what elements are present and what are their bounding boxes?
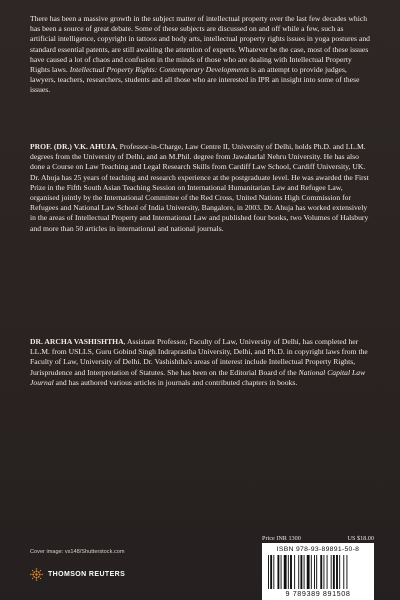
isbn-barcode (262, 543, 374, 600)
barcode-digits: 9 789389 891508 (285, 589, 351, 598)
author-name-vashishtha: DR. ARCHA VASHISHTHA (30, 337, 124, 346)
thomson-reuters-dot-logo-icon (30, 568, 43, 581)
intro-paragraph (30, 14, 370, 96)
publisher-name: THOMSON REUTERS (48, 570, 126, 578)
cover-image-credit: Cover image: vs148/Shutterstock.com (30, 549, 125, 555)
author-name-ahuja: PROF. (DR.) V.K. AHUJA (30, 142, 116, 151)
intro-text-part1: There has been a massive growth in the subject matter of intellectual property over the last few decades which has been a source of great debate. Some of these subjects are discussed on and off while a few, such as artificial intelligence, copyright in tattoos and body arts, intellectual property rights issues in yoga postures and standard essential patents, are still awaiting the attention of experts. Whatever be the case, most of these issues have caused a lot of chaos and confusion in the minds of those who are dealing with Intellectual Property Rights laws. (30, 14, 370, 75)
author-bio-vashishtha (30, 337, 370, 388)
barcode-bars (268, 555, 368, 589)
journal-title: National Capital Law Journal (30, 367, 366, 387)
publisher-logo (30, 567, 125, 581)
price-usd: US $18.00 (347, 535, 374, 542)
author-bio-ahuja-text: , Professor-in-Charge, Law Centre II, University of Delhi, holds Ph.D. and LL.M. degrees from the University of Delhi, and an M.Phil. degree from Jawaharlal Nehru University. He has also done a Course on Law Teaching and Legal Research Skills from Cardiff Law School, Cardiff University, UK. Dr. Ahuja has 25 years of teaching and research experience at the postgraduate level. He was awarded the First Prize in the Fifth South Asian Teaching Session on International Humanitarian Law and Refugee Law, organised jointly by the International Committee of the Red Cross, United Nations High Commission for Refugees and National Law School of India University, Bangalore, in 2003. Dr. Ahuja has worked extensively in the areas of Intellectual Property and International Law and published four books, two Volumes of Halsbury and more than 50 articles in international and national journals. (30, 142, 369, 233)
price-inr: Price INR 1300 (262, 535, 301, 542)
intro-text-part2: is an attempt to provide judges, lawyers, teachers, researchers, students and all those who are interested in IPR an insight into some of these issues. (30, 65, 360, 95)
author-bio-vashishtha-text2: and has authored various articles in journals and contributed chapters in books. (53, 377, 298, 387)
isbn-number: ISBN 978-93-89891-50-8 (276, 546, 360, 553)
book-title: Intellectual Property Rights: Contemporary Developments (69, 65, 249, 75)
author-bio-ahuja (30, 142, 370, 234)
author-bio-vashishtha-text1: , Assistant Professor, Faculty of Law, University of Delhi, has completed her LL.M. from USLLS, Guru Gobind Singh Indraprastha University, Delhi, and Ph.D. in copyright laws from the Faculty of Law, University of Delhi. Dr. Vashishtha's areas of interest include Intellectual Property Rights, Jurisprudence and Interpretation of Statutes. She has been on the Editorial Board of the (30, 337, 368, 377)
price-row (262, 535, 374, 542)
